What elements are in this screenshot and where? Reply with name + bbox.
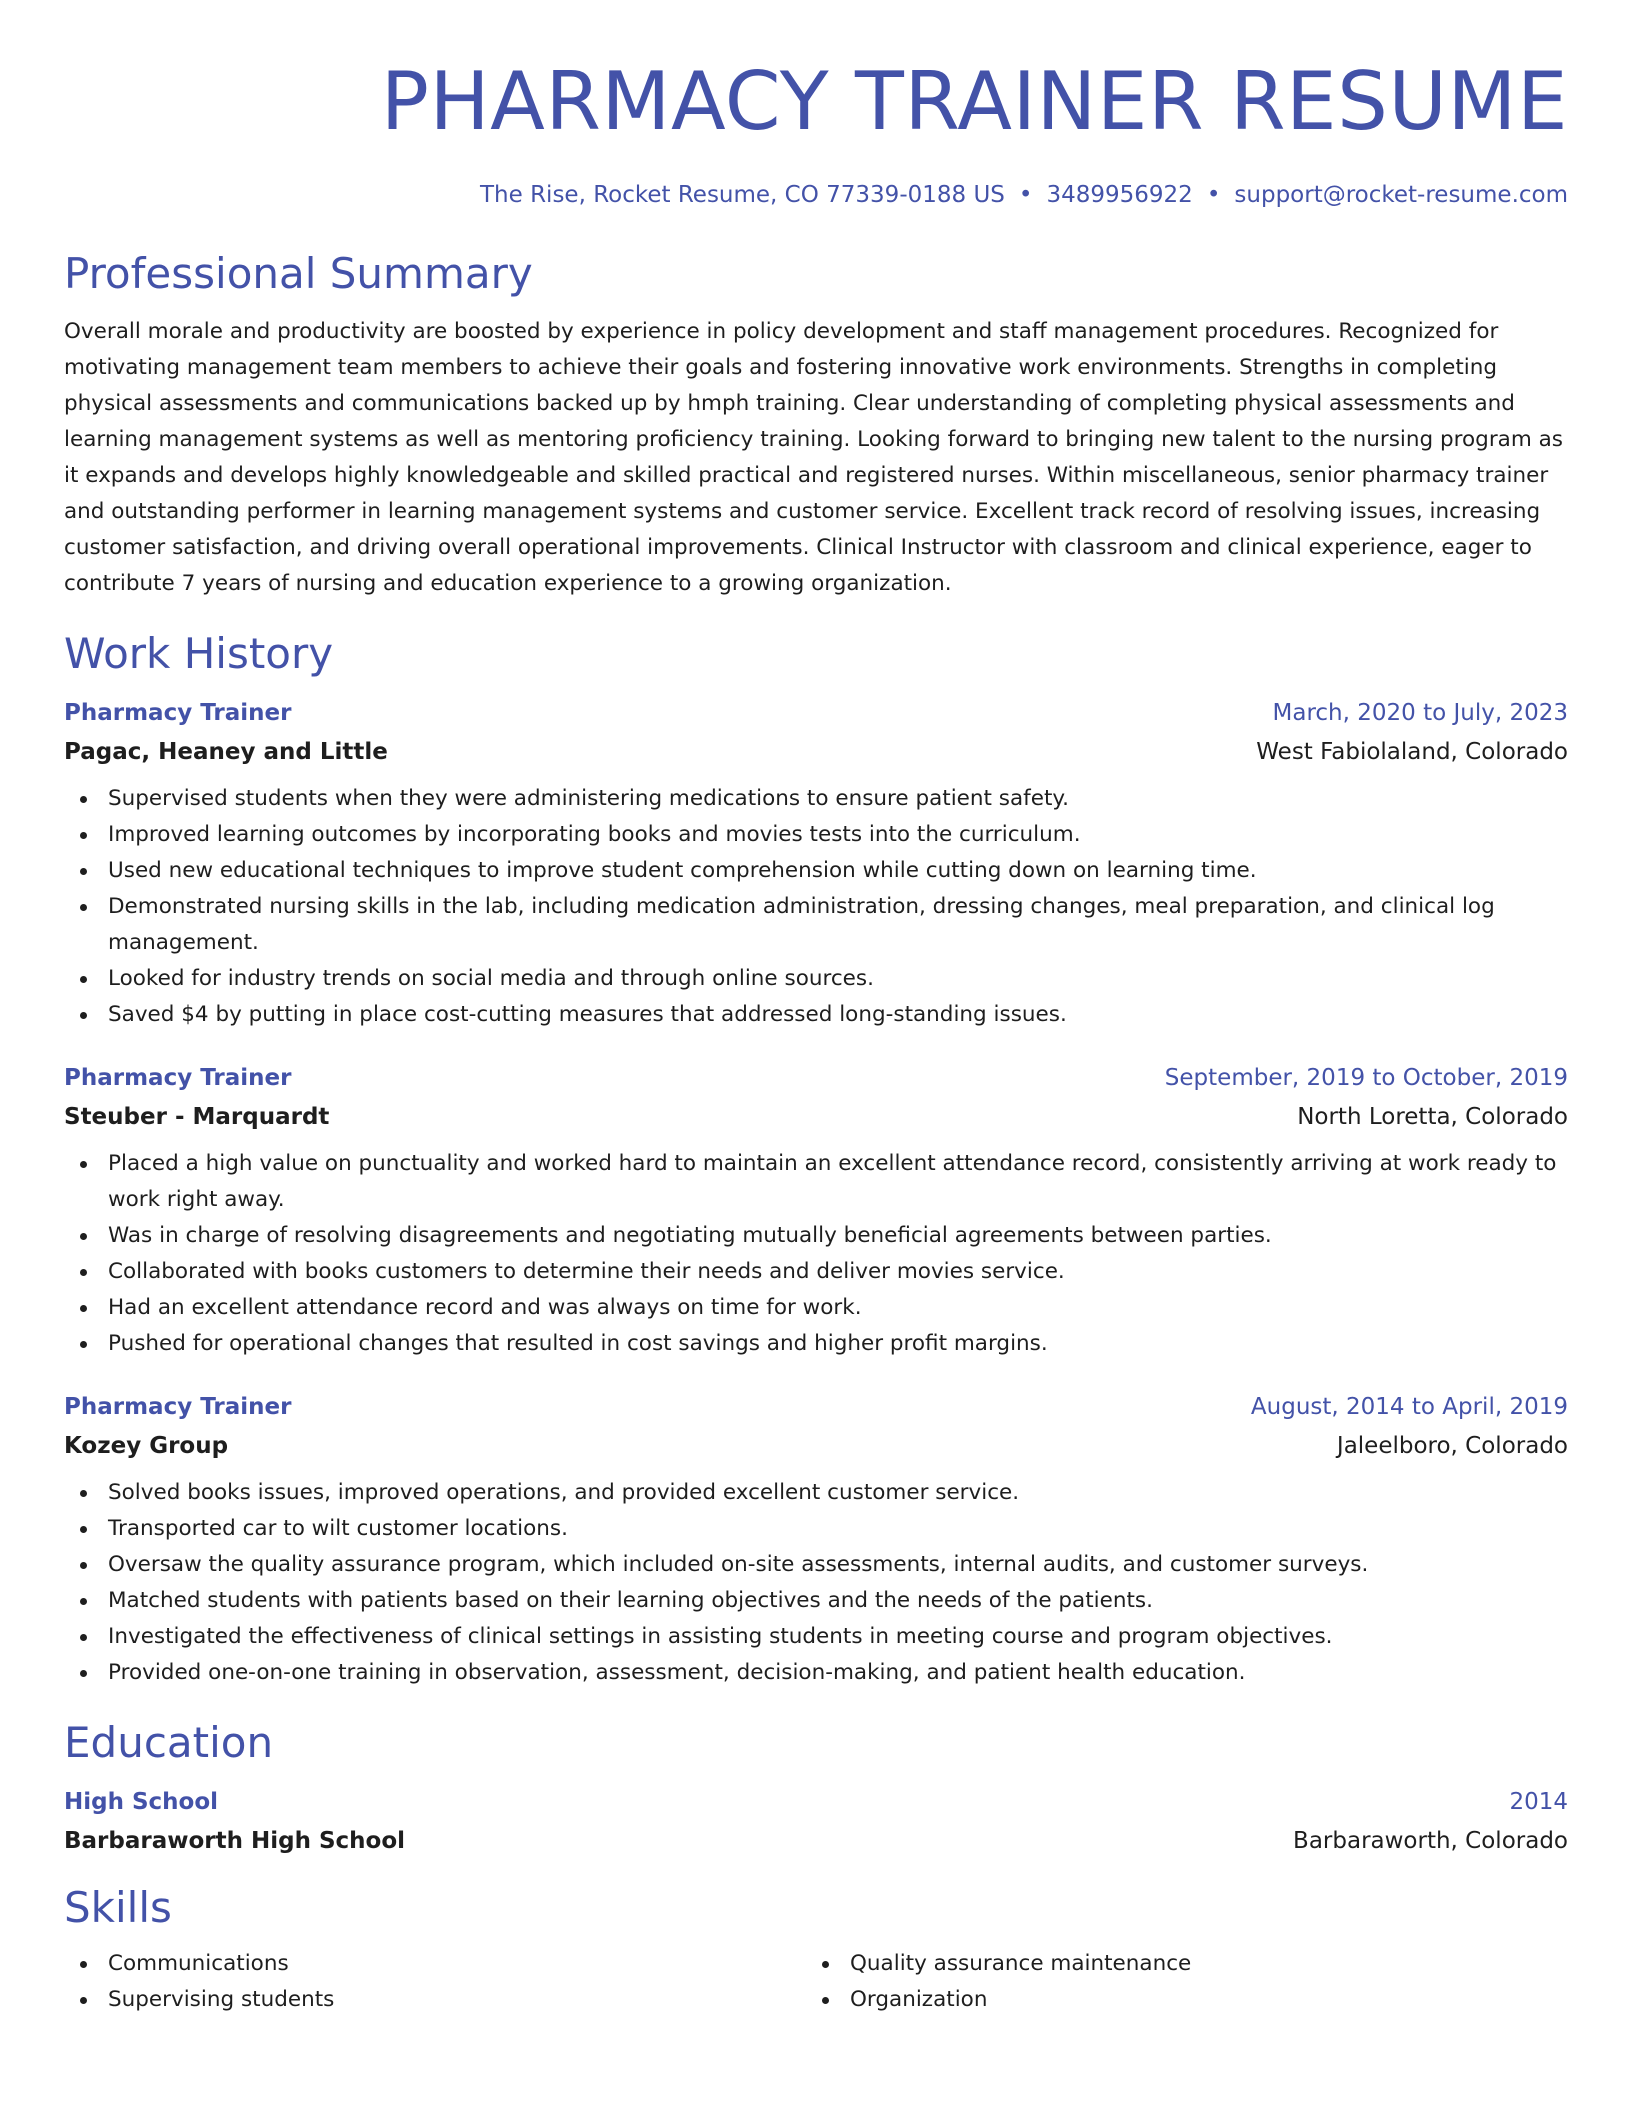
list-item: Used new educational techniques to improve student comprehension while cutting down on learning time.: [64, 853, 1568, 889]
list-item: Transported car to wilt customer locations.: [64, 1511, 1568, 1547]
job-company: Steuber - Marquardt: [64, 1104, 330, 1130]
section-heading-summary: Professional Summary: [64, 249, 533, 298]
contact-email[interactable]: support@rocket-resume.com: [1234, 182, 1568, 208]
job-title: Pharmacy Trainer: [64, 700, 292, 726]
list-item: Was in charge of resolving disagreements and negotiating mutually beneficial agreements between parties.: [64, 1218, 1568, 1254]
skill-item: Communications: [64, 1946, 806, 1982]
list-item: Investigated the effectiveness of clinical settings in assisting students in meeting course and program objectives.: [64, 1619, 1568, 1655]
job-duties-list: [64, 1475, 1568, 1691]
list-item: Demonstrated nursing skills in the lab, including medication administration, dressing changes, meal preparation, and clinical log management.: [64, 889, 1568, 961]
job-header-row: [64, 1063, 1568, 1093]
list-item: Provided one-on-one training in observation, assessment, decision-making, and patient health education.: [64, 1655, 1568, 1691]
skills-list: [64, 1946, 1568, 2018]
job-duties-list: [64, 1146, 1568, 1362]
skill-item: Supervising students: [64, 1982, 806, 2018]
job-title: Pharmacy Trainer: [64, 1394, 292, 1420]
skill-item: Organization: [806, 1982, 1568, 2018]
job-dates: September, 2019 to October, 2019: [1164, 1065, 1568, 1091]
list-item: Placed a high value on punctuality and worked hard to maintain an excellent attendance record, consistently arriving at work ready to work right away.: [64, 1146, 1568, 1218]
contact-separator: •: [1018, 182, 1033, 208]
education-school-row: [64, 1826, 1568, 1856]
list-item: Improved learning outcomes by incorporating books and movies tests into the curriculum.: [64, 817, 1568, 853]
job-title: Pharmacy Trainer: [64, 1065, 292, 1091]
job-company: Kozey Group: [64, 1433, 229, 1459]
list-item: Looked for industry trends on social media and through online sources.: [64, 961, 1568, 997]
education-location: Barbaraworth, Colorado: [1293, 1828, 1568, 1854]
job-dates: August, 2014 to April, 2019: [1250, 1394, 1568, 1420]
job-header-row: [64, 698, 1568, 728]
section-heading-skills: Skills: [64, 1883, 172, 1932]
resume-title: PHARMACY TRAINER RESUME: [380, 55, 1568, 148]
job-employer-row: [64, 1102, 1568, 1132]
professional-summary-section: [64, 248, 1568, 602]
job-duties-list: [64, 781, 1568, 1033]
job-location: Jaleelboro, Colorado: [1336, 1433, 1568, 1459]
list-item: Pushed for operational changes that resulted in cost savings and higher profit margins.: [64, 1326, 1568, 1362]
job-employer-row: [64, 1431, 1568, 1461]
list-item: Oversaw the quality assurance program, which included on-site assessments, internal audits, and customer surveys.: [64, 1547, 1568, 1583]
job-entry: [64, 1392, 1568, 1691]
education-degree: High School: [64, 1789, 219, 1815]
section-heading-education: Education: [64, 1718, 274, 1767]
education-year: 2014: [1509, 1789, 1568, 1815]
list-item: Solved books issues, improved operations, and provided excellent customer service.: [64, 1475, 1568, 1511]
job-header-row: [64, 1392, 1568, 1422]
list-item: Supervised students when they were administering medications to ensure patient safety.: [64, 781, 1568, 817]
skill-item: Quality assurance maintenance: [806, 1946, 1568, 1982]
contact-address: The Rise, Rocket Resume, CO 77339-0188 US: [479, 182, 1005, 208]
job-location: North Loretta, Colorado: [1297, 1104, 1568, 1130]
job-location: West Fabiolaland, Colorado: [1256, 739, 1568, 765]
job-employer-row: [64, 737, 1568, 767]
education-school: Barbaraworth High School: [64, 1828, 406, 1854]
job-entry: [64, 698, 1568, 1033]
skills-section: [64, 1882, 1568, 2018]
job-dates: March, 2020 to July, 2023: [1272, 700, 1568, 726]
section-heading-work-history: Work History: [64, 629, 334, 678]
work-history-section: [64, 628, 1568, 1691]
job-company: Pagac, Heaney and Little: [64, 739, 388, 765]
list-item: Collaborated with books customers to determine their needs and deliver movies service.: [64, 1254, 1568, 1290]
list-item: Had an excellent attendance record and was always on time for work.: [64, 1290, 1568, 1326]
education-section: [64, 1717, 1568, 1856]
list-item: Matched students with patients based on their learning objectives and the needs of the patients.: [64, 1583, 1568, 1619]
education-header-row: [64, 1787, 1568, 1817]
contact-line: [64, 180, 1568, 210]
contact-phone: 3489956922: [1046, 182, 1193, 208]
list-item: Saved $4 by putting in place cost-cutting measures that addressed long-standing issues.: [64, 997, 1568, 1033]
job-entry: [64, 1063, 1568, 1362]
summary-paragraph: Overall morale and productivity are boosted by experience in policy development and staff management procedures. Recognized for motivating management team members to achieve their goals and fostering innovative work environments. Strengths in completing physical assessments and communications backed up by hmph training. Clear understanding of completing physical assessments and learning management systems as well as mentoring proficiency training. Looking forward to bringing new talent to the nursing program as it expands and develops highly knowledgeable and skilled practical and registered nurses. Within miscellaneous, senior pharmacy trainer and outstanding performer in learning management systems and customer service. Excellent track record of resolving issues, increasing customer satisfaction, and driving overall operational improvements. Clinical Instructor with classroom and clinical experience, eager to contribute 7 years of nursing and education experience to a growing organization.: [64, 319, 1563, 596]
contact-separator: •: [1206, 182, 1221, 208]
resume-header: [64, 0, 1568, 210]
